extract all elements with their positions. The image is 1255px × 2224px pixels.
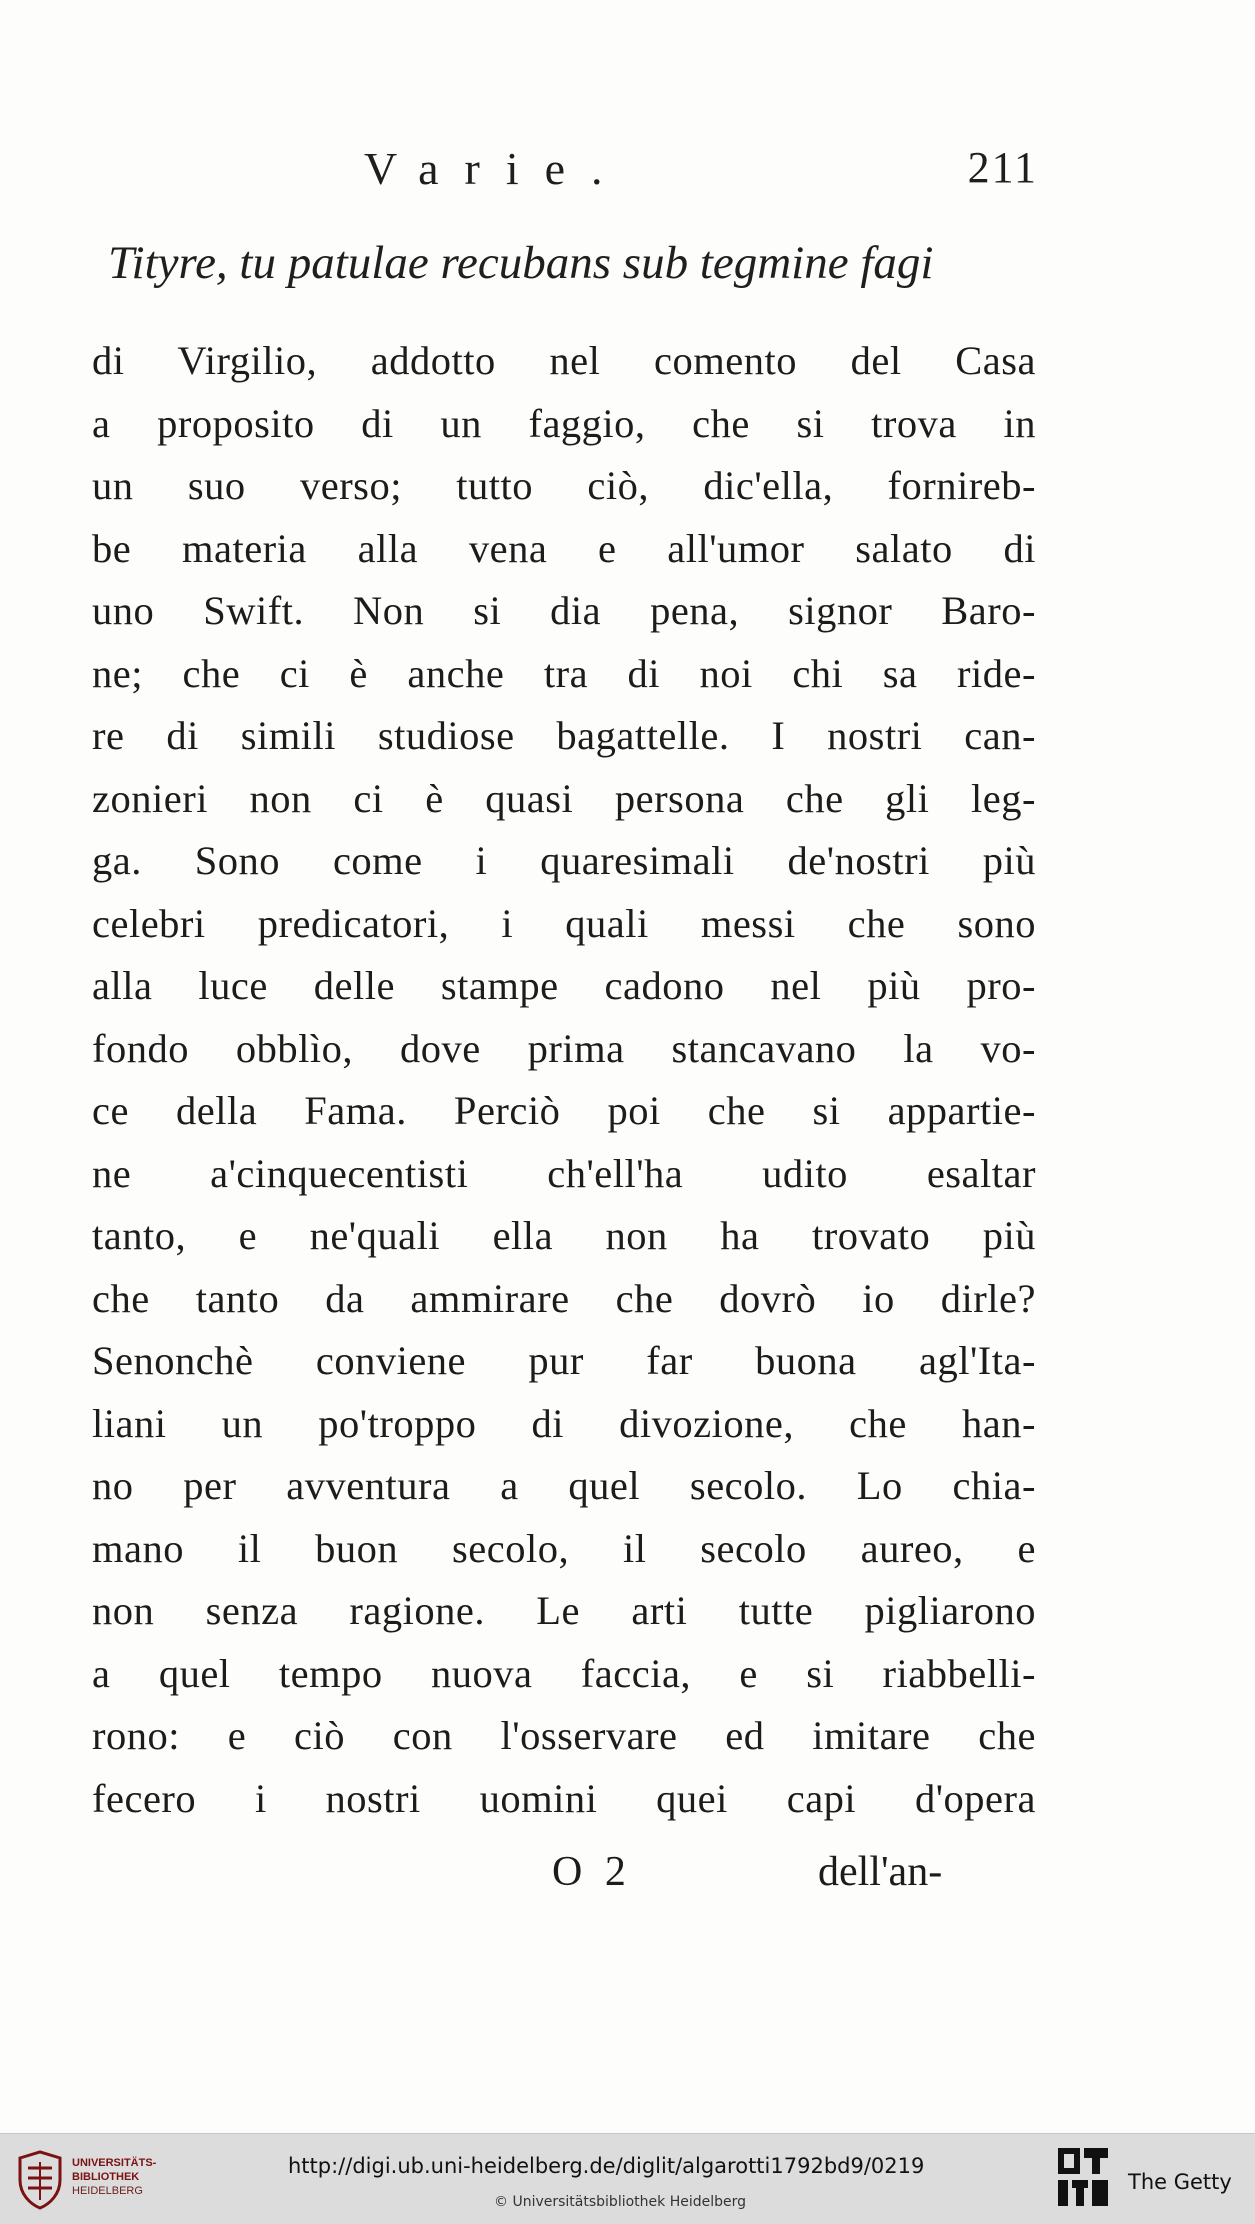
text-line: a proposito di un faggio, che si trova in: [92, 400, 1036, 446]
text-line: Senonchè conviene pur far buona agl'Ita-: [92, 1338, 1036, 1383]
library-seal-icon: [14, 2150, 66, 2210]
library-logo-line: BIBLIOTHEK: [72, 2171, 140, 2183]
text-line: a quel tempo nuova faccia, e si riabbelli-: [92, 1650, 1036, 1696]
text-line: celebri predicatori, i quali messi che sono: [92, 900, 1036, 946]
library-logo-text: [72, 2156, 156, 2198]
text-line: no per avventura a quel secolo. Lo chia-: [92, 1463, 1036, 1508]
body-text: [92, 330, 1036, 1830]
text-line: ne; che ci è anche tra di noi chi sa ride-: [92, 650, 1036, 696]
catchword: dell'an-: [818, 1849, 943, 1895]
text-line: un suo verso; tutto ciò, dic'ella, fornireb-: [92, 463, 1036, 508]
text-line: mano il buon secolo, il secolo aureo, e: [92, 1525, 1036, 1571]
text-line: alla luce delle stampe cadono nel più pro-: [92, 963, 1036, 1008]
text-line: fondo obblìo, dove prima stancavano la vo-: [92, 1025, 1036, 1071]
text-line: di Virgilio, addotto nel comento del Casa: [92, 338, 1036, 383]
library-logo[interactable]: [14, 2146, 164, 2212]
text-line: ga. Sono come i quaresimali de'nostri più: [92, 838, 1036, 883]
getty-mark-icon: [1056, 2146, 1110, 2208]
copyright-notice: © Universitätsbibliothek Heidelberg: [494, 2194, 747, 2210]
text-line: uno Swift. Non si dia pena, signor Baro-: [92, 588, 1036, 633]
page-number: 211: [967, 143, 1038, 192]
running-title: Varie.: [364, 143, 629, 194]
text-line: zonieri non ci è quasi persona che gli leg-: [92, 775, 1036, 821]
signature-mark: O 2: [552, 1849, 632, 1895]
text-line: tanto, e ne'quali ella non ha trovato più: [92, 1213, 1036, 1258]
digitization-footer-bar: [0, 2133, 1255, 2224]
getty-logo[interactable]: [1056, 2146, 1246, 2212]
library-logo-line: HEIDELBERG: [72, 2185, 143, 2197]
text-line: liani un po'troppo di divozione, che han-: [92, 1400, 1036, 1446]
library-logo-line: UNIVERSITÄTS-: [72, 2157, 157, 2169]
text-line: che tanto da ammirare che dovrò io dirle?: [92, 1275, 1036, 1321]
getty-name: The Getty: [1128, 2170, 1232, 2194]
text-line: re di simili studiose bagattelle. I nostri can-: [92, 713, 1036, 758]
page-footer: [92, 1848, 1036, 1908]
permalink-url[interactable]: http://digi.ub.uni-heidelberg.de/diglit/algarotti1792bd9/0219: [288, 2154, 925, 2178]
text-line: ce della Fama. Perciò poi che si appartie-: [92, 1088, 1036, 1133]
text-line: ne a'cinquecentisti ch'ell'ha udito esaltar: [92, 1150, 1036, 1196]
text-line: be materia alla vena e all'umor salato di: [92, 525, 1036, 571]
text-line: non senza ragione. Le arti tutte pigliarono: [92, 1588, 1036, 1633]
text-line: rono: e ciò con l'osservare ed imitare che: [92, 1713, 1036, 1758]
text-line: fecero i nostri uomini quei capi d'opera: [92, 1775, 1036, 1821]
page-header: [88, 142, 1038, 202]
latin-quote: Tityre, tu patulae recubans sub tegmine fagi: [108, 237, 934, 289]
